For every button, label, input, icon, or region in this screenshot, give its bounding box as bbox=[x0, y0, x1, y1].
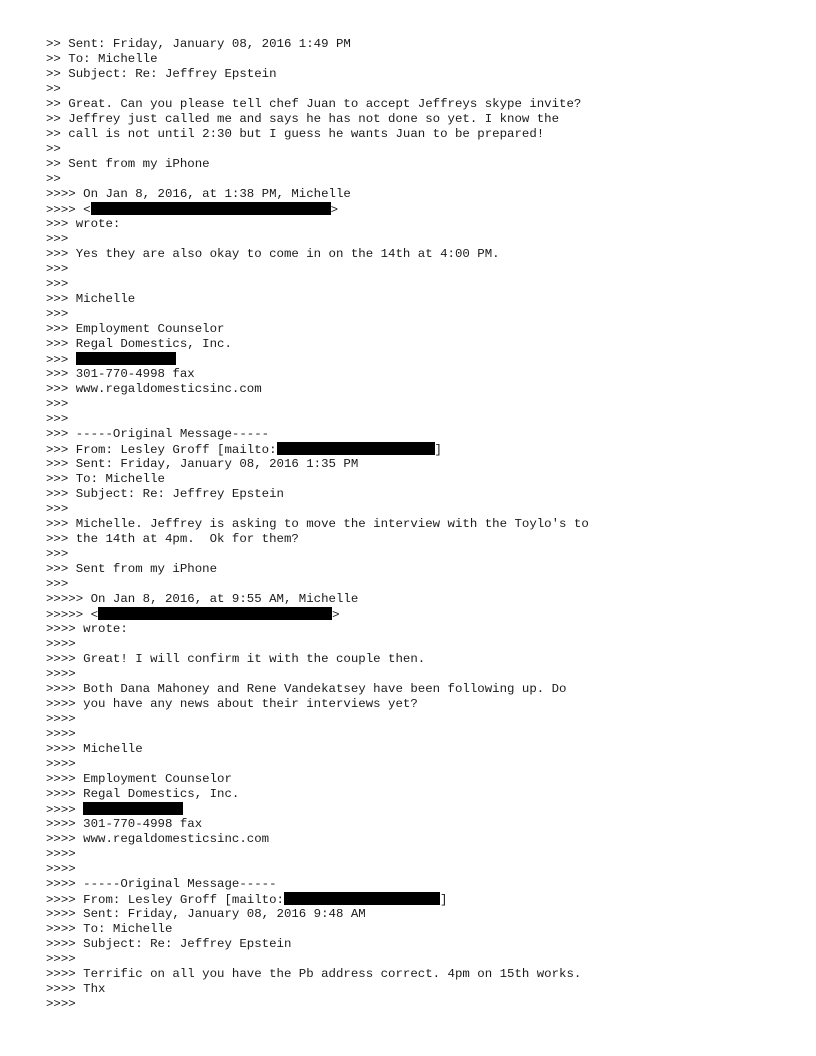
line-text: >>> To: Michelle bbox=[46, 472, 165, 486]
line-text: >> Subject: Re: Jeffrey Epstein bbox=[46, 67, 277, 81]
line-text: >> To: Michelle bbox=[46, 52, 158, 66]
line-text: >>>> From: Lesley Groff [mailto: bbox=[46, 893, 284, 907]
redaction-box bbox=[76, 352, 176, 365]
line-text: >>>> Subject: Re: Jeffrey Epstein bbox=[46, 937, 292, 951]
line-text: >>> the 14th at 4pm. Ok for them? bbox=[46, 532, 299, 546]
email-line bbox=[46, 697, 786, 712]
email-line bbox=[46, 817, 786, 832]
line-text: >>> bbox=[46, 277, 69, 291]
line-text: >>>> Employment Counselor bbox=[46, 772, 232, 786]
email-line bbox=[46, 682, 786, 697]
email-line bbox=[46, 802, 786, 817]
email-line bbox=[46, 52, 786, 67]
line-text: >> Sent from my iPhone bbox=[46, 157, 210, 171]
line-text: >>> 301-770-4998 fax bbox=[46, 367, 195, 381]
line-text: >>> Sent from my iPhone bbox=[46, 562, 218, 576]
line-text: >>> bbox=[46, 502, 69, 516]
redaction-box bbox=[91, 202, 331, 215]
email-line bbox=[46, 997, 786, 1012]
line-suffix: ] bbox=[434, 443, 442, 457]
redaction-box bbox=[83, 802, 183, 815]
email-line bbox=[46, 772, 786, 787]
redaction-box bbox=[284, 892, 440, 905]
email-line bbox=[46, 907, 786, 922]
email-line bbox=[46, 322, 786, 337]
line-text: >>> Yes they are also okay to come in on the 14th at 4:00 PM. bbox=[46, 247, 500, 261]
line-suffix: > bbox=[332, 608, 340, 622]
email-line bbox=[46, 337, 786, 352]
email-line bbox=[46, 517, 786, 532]
email-line bbox=[46, 97, 786, 112]
email-line bbox=[46, 862, 786, 877]
email-line bbox=[46, 487, 786, 502]
line-text: >>> bbox=[46, 232, 69, 246]
email-line bbox=[46, 922, 786, 937]
email-line bbox=[46, 847, 786, 862]
line-text: >>> bbox=[46, 353, 76, 367]
email-line bbox=[46, 952, 786, 967]
line-text: >>> www.regaldomesticsinc.com bbox=[46, 382, 262, 396]
email-line bbox=[46, 112, 786, 127]
email-line bbox=[46, 727, 786, 742]
line-text: >>> Michelle. Jeffrey is asking to move the interview with the Toylo's to bbox=[46, 517, 589, 531]
email-line bbox=[46, 397, 786, 412]
line-text: >> bbox=[46, 172, 61, 186]
line-text: >>> wrote: bbox=[46, 217, 121, 231]
line-text: >> Sent: Friday, January 08, 2016 1:49 PM bbox=[46, 37, 351, 51]
line-text: >> Great. Can you please tell chef Juan to accept Jeffreys skype invite? bbox=[46, 97, 582, 111]
line-text: >>>> bbox=[46, 952, 76, 966]
email-line bbox=[46, 982, 786, 997]
line-text: >>> From: Lesley Groff [mailto: bbox=[46, 443, 277, 457]
line-text: >>> Employment Counselor bbox=[46, 322, 225, 336]
email-line bbox=[46, 262, 786, 277]
line-text: >>>> To: Michelle bbox=[46, 922, 173, 936]
email-line bbox=[46, 307, 786, 322]
email-line bbox=[46, 202, 786, 217]
email-line bbox=[46, 82, 786, 97]
line-suffix: > bbox=[330, 203, 339, 217]
email-line bbox=[46, 877, 786, 892]
email-line bbox=[46, 292, 786, 307]
line-text: >>>> Terrific on all you have the Pb address correct. 4pm on 15th works. bbox=[46, 967, 582, 981]
line-text: >> Jeffrey just called me and says he has not done so yet. I know the bbox=[46, 112, 560, 126]
email-line bbox=[46, 247, 786, 262]
line-text: >>>> bbox=[46, 667, 76, 681]
email-line bbox=[46, 502, 786, 517]
line-text: >>>> Thx bbox=[46, 982, 106, 996]
redaction-box bbox=[98, 607, 332, 620]
line-text: >>>> bbox=[46, 712, 76, 726]
line-text: >>> bbox=[46, 547, 69, 561]
email-line bbox=[46, 472, 786, 487]
email-line bbox=[46, 412, 786, 427]
email-line bbox=[46, 187, 786, 202]
line-text: >>> Michelle bbox=[46, 292, 136, 306]
email-line bbox=[46, 967, 786, 982]
email-line bbox=[46, 37, 786, 52]
line-text: >>>> wrote: bbox=[46, 622, 128, 636]
email-line bbox=[46, 157, 786, 172]
line-text: >>>> www.regaldomesticsinc.com bbox=[46, 832, 270, 846]
line-text: >>>> bbox=[46, 997, 76, 1011]
email-line bbox=[46, 427, 786, 442]
email-line bbox=[46, 577, 786, 592]
line-text: >>>> Michelle bbox=[46, 742, 143, 756]
line-text: >>>> bbox=[46, 847, 76, 861]
line-text: >>>> Great! I will confirm it with the couple then. bbox=[46, 652, 426, 666]
line-text: >>> Subject: Re: Jeffrey Epstein bbox=[46, 487, 284, 501]
email-line bbox=[46, 742, 786, 757]
line-text: >>>> bbox=[46, 862, 76, 876]
line-text: >>> Regal Domestics, Inc. bbox=[46, 337, 232, 351]
email-line bbox=[46, 127, 786, 142]
line-text: >>> bbox=[46, 577, 69, 591]
email-line bbox=[46, 142, 786, 157]
email-thread-document bbox=[46, 37, 786, 1012]
email-line bbox=[46, 667, 786, 682]
email-line bbox=[46, 277, 786, 292]
line-text: >>>> you have any news about their interviews yet? bbox=[46, 697, 418, 711]
email-line bbox=[46, 352, 786, 367]
line-text: >>>>> < bbox=[46, 608, 99, 622]
email-line bbox=[46, 457, 786, 472]
line-text: >>>> bbox=[46, 637, 76, 651]
email-line bbox=[46, 622, 786, 637]
email-line bbox=[46, 637, 786, 652]
line-text: >>>> On Jan 8, 2016, at 1:38 PM, Michelle bbox=[46, 187, 351, 201]
line-text: >>>> Sent: Friday, January 08, 2016 9:48 AM bbox=[46, 907, 366, 921]
email-line bbox=[46, 652, 786, 667]
line-text: >>> bbox=[46, 412, 69, 426]
line-text: >>>> 301-770-4998 fax bbox=[46, 817, 203, 831]
email-line bbox=[46, 937, 786, 952]
email-line bbox=[46, 832, 786, 847]
line-text: >> bbox=[46, 142, 61, 156]
line-text: >>> bbox=[46, 307, 69, 321]
line-text: >>> bbox=[46, 262, 69, 276]
line-text: >>>> bbox=[46, 803, 84, 817]
email-line bbox=[46, 892, 786, 907]
email-line bbox=[46, 172, 786, 187]
email-line bbox=[46, 757, 786, 772]
email-line bbox=[46, 712, 786, 727]
line-text: >>>> Both Dana Mahoney and Rene Vandekatsey have been following up. Do bbox=[46, 682, 567, 696]
email-line bbox=[46, 442, 786, 457]
line-text: >>>> Regal Domestics, Inc. bbox=[46, 787, 240, 801]
email-line bbox=[46, 607, 786, 622]
email-line bbox=[46, 232, 786, 247]
redaction-box bbox=[277, 442, 435, 455]
email-line bbox=[46, 532, 786, 547]
line-text: >> bbox=[46, 82, 61, 96]
email-line bbox=[46, 382, 786, 397]
line-text: >>>> -----Original Message----- bbox=[46, 877, 277, 891]
email-line bbox=[46, 367, 786, 382]
line-text: >>>>> On Jan 8, 2016, at 9:55 AM, Michelle bbox=[46, 592, 359, 606]
email-line bbox=[46, 217, 786, 232]
line-suffix: ] bbox=[439, 893, 448, 907]
email-line bbox=[46, 547, 786, 562]
line-text: >>>> < bbox=[46, 203, 91, 217]
line-text: >>>> bbox=[46, 757, 76, 771]
email-line bbox=[46, 562, 786, 577]
line-text: >> call is not until 2:30 but I guess he wants Juan to be prepared! bbox=[46, 127, 545, 141]
email-line bbox=[46, 592, 786, 607]
line-text: >>> bbox=[46, 397, 69, 411]
line-text: >>>> bbox=[46, 727, 76, 741]
email-line bbox=[46, 67, 786, 82]
line-text: >>> Sent: Friday, January 08, 2016 1:35 PM bbox=[46, 457, 359, 471]
line-text: >>> -----Original Message----- bbox=[46, 427, 270, 441]
email-line bbox=[46, 787, 786, 802]
